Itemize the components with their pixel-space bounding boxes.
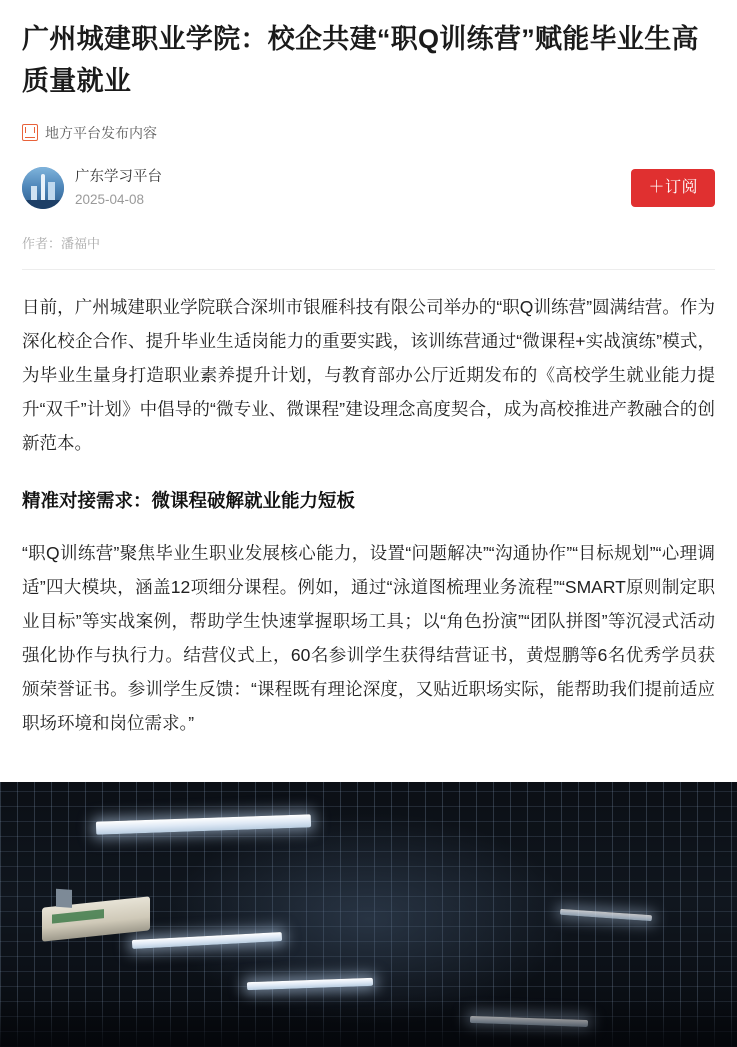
avatar-water [22,200,64,209]
author-line: 作者：潘福中 [22,236,101,251]
source-tag-label: 地方平台发布内容 [45,124,157,141]
article-paragraph: 日前，广州城建职业学院联合深圳市银雁科技有限公司举办的“职Q训练营”圆满结营。作为深化校企合作、提升毕业生适岗能力的重要实践，该训练营通过“微课程+实战演练”模式，为毕业生量身打造职业素养提升计划，与教育部办公厅近期发布的《高校学生就业能力提升“双千”计划》中倡导的“微专业、微课程”建设理念高度契合，成为高校推进产教融合的创新范本。 [22,297,715,453]
platform-row [22,163,715,213]
publish-date: 2025-04-08 [75,191,145,207]
subscribe-button[interactable]: ＋订阅 [631,169,715,207]
photo-fixture-panel [52,909,104,923]
platform-meta [75,167,631,210]
source-tag [22,124,715,141]
platform-name[interactable]: 广东学习平台 [75,168,162,185]
photo-bottom-shadow [0,995,737,1047]
avatar-tower [41,174,45,200]
article-photo-ceiling-lights [0,782,737,1047]
article-paragraph: “职Q训练营”聚焦毕业生职业发展核心能力，设置“问题解决”“沟通协作”“目标规划”“心理调适”四大模块，涵盖12项细分课程。例如，通过“泳道图梳理业务流程”“SMART原则制定职业目标”等实战案例，帮助学生快速掌握职场工具；以“角色扮演”“团队拼图”等沉浸式活动强化协作与执行力。结营仪式上，60名参训学生获得结营证书，黄煜鹏等6名优秀学员获颁荣誉证书。参训学生反馈：“课程既有理论深度，又贴近职场实际，能帮助我们提前适应职场环境和岗位需求。” [22,543,715,733]
avatar[interactable] [22,167,64,209]
section-heading: 精准对接需求：微课程破解就业能力短板 [22,490,356,511]
article-image-wrap [0,782,737,1047]
header-divider [22,269,715,270]
document-tag-icon [22,124,38,141]
page-title: 广州城建职业学院：校企共建“职Q训练营”赋能毕业生高质量就业 [22,24,699,96]
avatar-building-left [31,186,37,201]
avatar-building-right [48,182,55,201]
